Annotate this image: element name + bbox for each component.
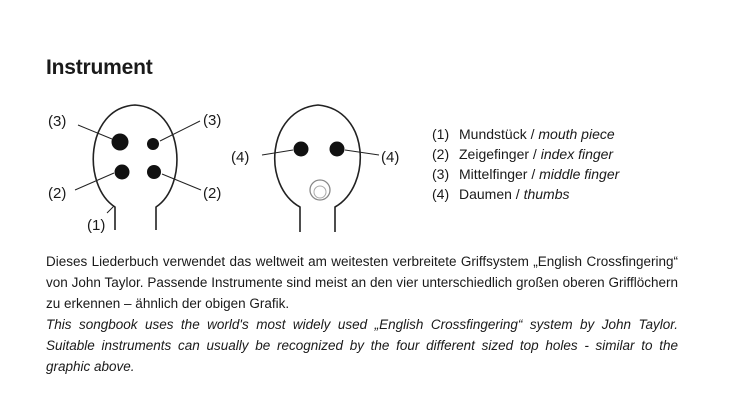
callout-right-top: (3) <box>203 112 222 129</box>
callout-right-bottom: (2) <box>203 185 222 202</box>
callout-left-top: (3) <box>48 113 67 130</box>
leader-line <box>162 174 201 190</box>
leader-line <box>107 206 114 213</box>
fingering-legend <box>432 124 619 204</box>
mouthpiece-opening <box>310 180 330 200</box>
callout-back-left: (4) <box>231 149 250 166</box>
leader-line <box>345 150 379 155</box>
legend-item: (4) Daumen / thumbs <box>432 186 570 202</box>
instrument-back-outline <box>275 105 361 232</box>
hole-middle-finger-small <box>147 138 159 150</box>
hole-middle-finger-large <box>112 134 129 151</box>
hole-index-finger-right <box>147 165 161 179</box>
description <box>46 251 678 377</box>
legend-item: (1) Mundstück / mouth piece <box>432 126 615 142</box>
leader-line <box>262 150 293 155</box>
callout-back-right: (4) <box>381 149 400 166</box>
hole-thumb-right <box>330 142 345 157</box>
legend-item: (2) Zeigefinger / index finger <box>432 146 614 162</box>
description-english: This songbook uses the world's most widely used „English Crossfingering“ system by John Taylor. Suitable instruments can usually be recognized by the four different sized top holes - similar to the graphic above. <box>46 317 678 374</box>
leader-line <box>78 125 112 139</box>
hole-thumb-left <box>294 142 309 157</box>
callout-mouthpiece: (1) <box>87 217 106 234</box>
legend-item: (3) Mittelfinger / middle finger <box>432 166 620 182</box>
hole-index-finger-left <box>115 165 130 180</box>
section-heading: Instrument <box>46 56 153 79</box>
description-german: Dieses Liederbuch verwendet das weltweit am weitesten verbreitete Griffsystem „English Crossfingering“ von John Taylor. Passende Instrumente sind meist an den vier unterschiedlich großen oberen Grifflöchern zu erkennen – ähnlich der obigen Grafik. <box>46 254 678 311</box>
callout-left-bottom: (2) <box>48 185 67 202</box>
instrument-front-outline <box>93 105 177 230</box>
leader-line <box>160 121 200 141</box>
mouthpiece-opening-inner <box>314 186 326 198</box>
